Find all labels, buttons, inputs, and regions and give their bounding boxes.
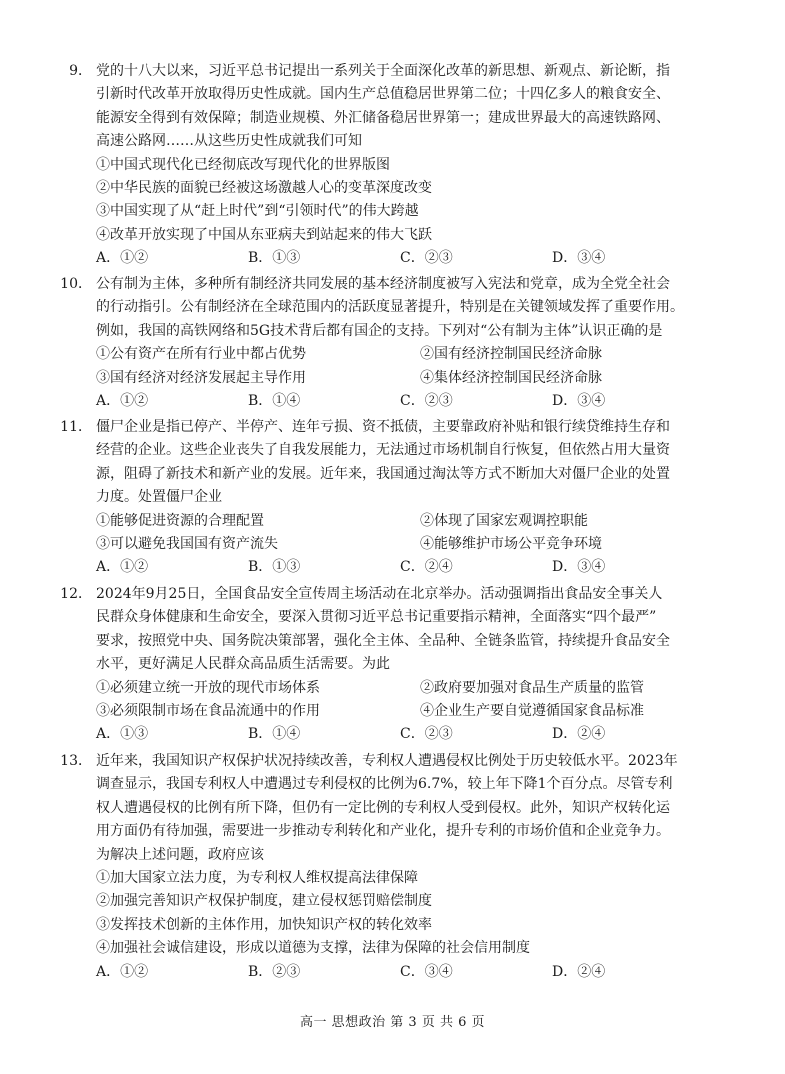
- stem-line: 要求，按照党中央、国务院决策部署，强化全主体、全品种、全链条监管，持续提升食品安全: [96, 632, 670, 649]
- answer-d: D．③④: [552, 250, 606, 267]
- question-number: 10．: [60, 276, 92, 292]
- question-stem: [60, 416, 730, 439]
- stem-line: 例如，我国的高铁网络和5G技术背后都有国企的支持。下列对“公有制为主体”认识正确的是: [96, 322, 663, 339]
- stem-line: 水平，更好满足人民群众高品质生活需要。为此: [96, 656, 390, 673]
- option-4: ④加强社会诚信建设，形成以道德为支撑，法律为保障的社会信用制度: [96, 940, 530, 957]
- stem-line: 僵尸企业是指已停产、半停产、连年亏损、资不抵债，主要靠政府补贴和银行续贷维持生存和: [96, 419, 670, 435]
- option-3: ③可以避免我国国有资产流失: [96, 536, 278, 553]
- stem-line: 能源安全得到有效保障；制造业规模、外汇储备稳居世界第一；建成世界最大的高速铁路网、: [96, 109, 670, 126]
- question-11: [60, 416, 730, 580]
- answer-a: A．①②: [96, 559, 149, 576]
- stem-line: 的行动指引。公有制经济在全球范围内的活跃度显著提升，特别是在关键领域发挥了重要作用。: [96, 299, 684, 316]
- question-number: 9．: [69, 63, 92, 79]
- answer-b: B．①④: [248, 393, 301, 410]
- question-number: 12．: [60, 586, 92, 602]
- answer-d: D．③④: [552, 393, 606, 410]
- option-list: [60, 867, 730, 961]
- answer-a: A．①②: [96, 250, 149, 267]
- stem-line: 源，阻碍了新技术和新产业的发展。近年来，我国通过淘汰等方式不断加大对僵尸企业的处置: [96, 465, 670, 482]
- option-2: ②体现了国家宏观调控职能: [420, 512, 588, 529]
- answer-c: C．②④: [400, 559, 453, 576]
- question-10: [60, 273, 730, 413]
- answer-c: C．③④: [400, 963, 453, 980]
- answer-b: B．①④: [248, 726, 301, 743]
- question-number: 11．: [60, 419, 92, 435]
- option-3: ③发挥技术创新的主体作用，加快知识产权的转化效率: [96, 916, 432, 933]
- question-stem: [60, 750, 730, 773]
- option-4: ④改革开放实现了中国从东亚病夫到站起来的伟大飞跃: [96, 226, 432, 243]
- option-1: ①必须建立统一开放的现代市场体系: [96, 679, 320, 696]
- option-1: ①公有资产在所有行业中都占优势: [96, 346, 306, 363]
- option-list: [60, 677, 730, 724]
- question-9: [60, 60, 730, 271]
- answer-choices: [60, 723, 730, 746]
- option-3: ③必须限制市场在食品流通中的作用: [96, 703, 320, 720]
- option-2: ②政府要加强对食品生产质量的监管: [420, 679, 644, 696]
- option-1: ①加大国家立法力度，为专利权人维权提高法律保障: [96, 870, 418, 887]
- stem-line: 权人遭遇侵权的比例有所下降，但仍有一定比例的专利权人受到侵权。此外，知识产权转化运: [96, 799, 670, 816]
- answer-b: B．①③: [248, 250, 301, 267]
- stem-line: 党的十八大以来，习近平总书记提出一系列关于全面深化改革的新思想、新观点、新论断，指: [96, 63, 670, 79]
- option-4: ④集体经济控制国民经济命脉: [420, 369, 602, 386]
- answer-choices: [60, 556, 730, 579]
- question-12: [60, 583, 730, 747]
- option-1: ①能够促进资源的合理配置: [96, 512, 264, 529]
- answer-d: D．③④: [552, 559, 606, 576]
- question-13: [60, 750, 730, 984]
- stem-line: 高速公路网……从这些历史性成就我们可知: [96, 133, 362, 150]
- option-list: [60, 343, 730, 390]
- question-stem: [60, 583, 730, 606]
- option-1: ①中国式现代化已经彻底改写现代化的世界版图: [96, 156, 390, 173]
- answer-choices: [60, 961, 730, 984]
- stem-line: 公有制为主体，多种所有制经济共同发展的基本经济制度被写入宪法和党章，成为全党全社会: [96, 276, 670, 292]
- stem-line: 引新时代改革开放取得历史性成就。国内生产总值稳居世界第二位；十四亿多人的粮食安全、: [96, 86, 670, 103]
- question-stem: [60, 60, 730, 83]
- option-2: ②国有经济控制国民经济命脉: [420, 346, 602, 363]
- question-number: 13．: [60, 753, 92, 769]
- answer-b: B．②③: [248, 963, 301, 980]
- answer-choices: [60, 247, 730, 270]
- stem-line: 民群众身体健康和生命安全，要深入贯彻习近平总书记重要指示精神，全面落实“四个最严”: [96, 609, 657, 626]
- answer-d: D．②④: [552, 726, 606, 743]
- option-4: ④企业生产要自觉遵循国家食品标准: [420, 703, 644, 720]
- answer-choices: [60, 390, 730, 413]
- answer-a: A．①②: [96, 963, 149, 980]
- stem-line: 用方面仍有待加强，需要进一步推动专利转化和产业化，提升专利的市场价值和企业竞争力。: [96, 823, 670, 840]
- stem-line: 力度。处置僵尸企业: [96, 489, 222, 506]
- stem-line: 2024年9月25日，全国食品安全宣传周主场活动在北京举办。活动强调指出食品安全事关人: [96, 586, 663, 602]
- answer-a: A．①②: [96, 393, 149, 410]
- option-3: ③国有经济对经济发展起主导作用: [96, 369, 306, 386]
- option-list: [60, 510, 730, 557]
- option-2: ②中华民族的面貌已经被这场激越人心的变革深度改变: [96, 180, 432, 197]
- option-list: [60, 154, 730, 248]
- stem-line: 为解决上述问题，政府应该: [96, 846, 264, 863]
- answer-a: A．①③: [96, 726, 149, 743]
- answer-b: B．①③: [248, 559, 301, 576]
- option-3: ③中国实现了从“赶上时代”到“引领时代”的伟大跨越: [96, 203, 419, 220]
- stem-line: 近年来，我国知识产权保护状况持续改善，专利权人遭遇侵权比例处于历史较低水平。2023年: [96, 753, 678, 769]
- stem-line: 调查显示，我国专利权人中遭遇过专利侵权的比例为6.7%，较上年下降1个百分点。尽管专利: [96, 776, 673, 793]
- answer-c: C．②③: [400, 726, 453, 743]
- question-stem: [60, 273, 730, 296]
- option-2: ②加强完善知识产权保护制度，建立侵权惩罚赔偿制度: [96, 893, 432, 910]
- answer-c: C．②③: [400, 250, 453, 267]
- stem-line: 经营的企业。这些企业丧失了自我发展能力，无法通过市场机制自行恢复，但依然占用大量资: [96, 442, 670, 459]
- answer-d: D．②④: [552, 963, 606, 980]
- answer-c: C．②③: [400, 393, 453, 410]
- page-footer: 高一 思想政治 第 3 页 共 6 页: [300, 1015, 485, 1030]
- option-4: ④能够维护市场公平竞争环境: [420, 536, 602, 553]
